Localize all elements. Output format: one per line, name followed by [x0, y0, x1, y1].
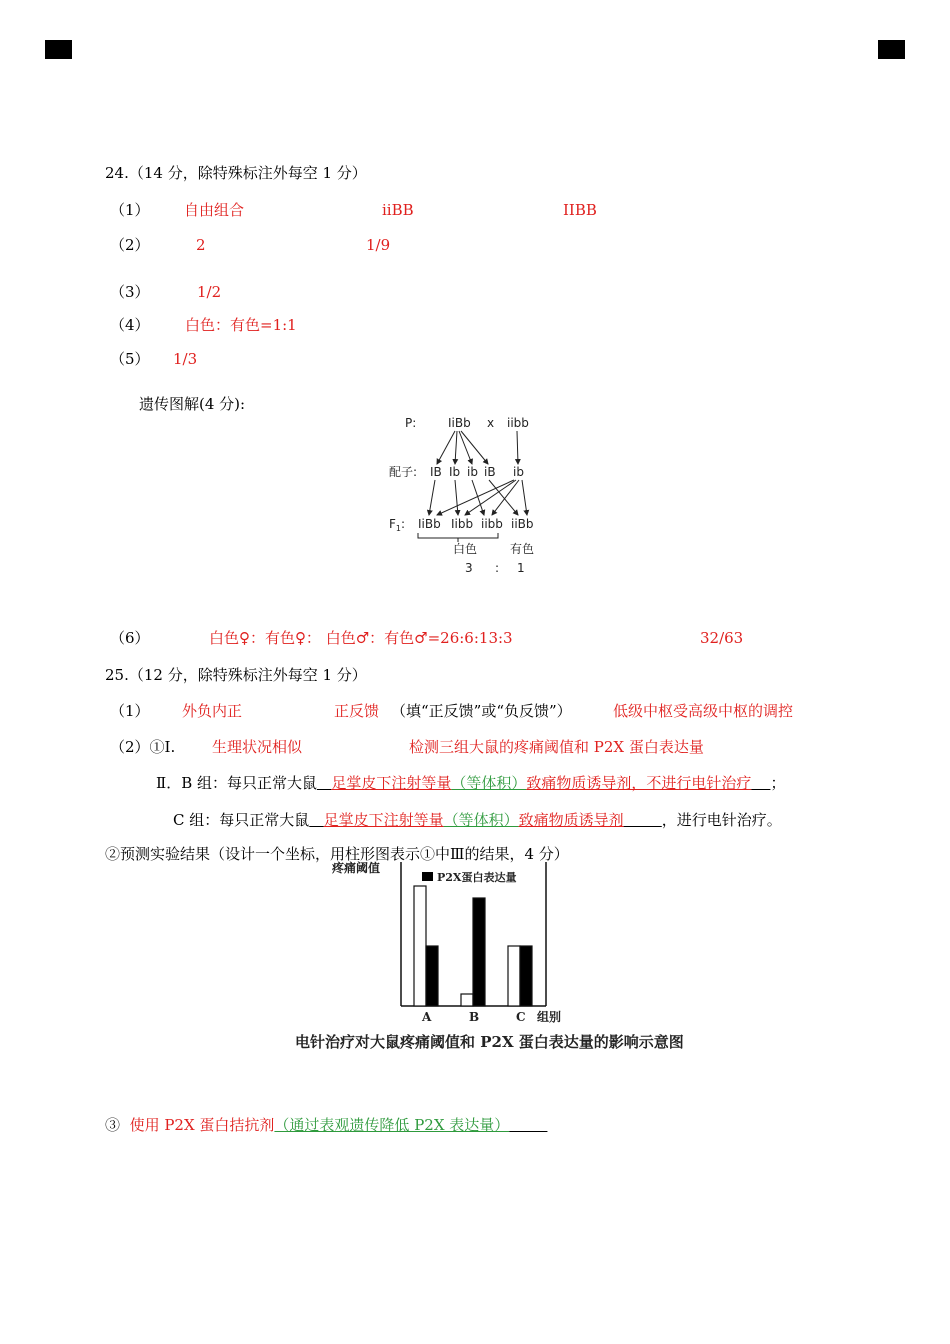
c-line-suffix: ，进行电针治疗。: [661, 811, 782, 829]
q24-a2-answer-1: 2: [196, 236, 206, 254]
bar-A-series-1: [414, 886, 426, 1006]
legend-label: P2X蛋白表达量: [437, 871, 517, 884]
c-line-red-1: 足掌皮下注射等量: [323, 811, 444, 829]
q24-a1-answer-3: IIBB: [563, 201, 597, 219]
a3-answer-red: 使用 P2X 蛋白拮抗剂: [129, 1116, 275, 1134]
q25-a1-answer-2: 正反馈: [334, 702, 380, 720]
q24-a3-answer-1: 1/2: [197, 283, 222, 301]
diagram-gamete-label: 配子:: [389, 465, 418, 479]
corner-mark-left: [45, 40, 72, 59]
q25-a1-note: （填“正反馈”或“负反馈”）: [391, 702, 572, 720]
q24-a1-answer-2: iiBB: [382, 201, 414, 219]
diagram-colored-label: 有色: [510, 542, 535, 556]
q25-a1-answer-3: 低级中枢受高级中枢的调控: [613, 702, 794, 720]
c-line-red-2: 致痛物质诱导剂: [518, 811, 624, 829]
q25-a3-line: [105, 1118, 547, 1133]
diagram-parent-2: iibb: [507, 416, 529, 430]
x-tick-C: C: [516, 1010, 526, 1024]
q25-a1-num: （1）: [110, 702, 150, 720]
q24-header: 24.（14 分，除特殊标注外每空 1 分）: [105, 164, 367, 182]
diagram-f1-colon: :: [401, 517, 406, 531]
diagram-gamete-4: iB: [484, 465, 496, 479]
diagram-f1-subscript: 1: [395, 524, 401, 533]
q25-a2-answer-1: 生理状况相似: [212, 738, 303, 756]
a3-answer-green: （通过表观遗传降低 P2X 表达量）: [274, 1116, 510, 1134]
q24-a2-num: （2）: [110, 236, 150, 254]
bar-A-series-2: [426, 946, 438, 1006]
bar-B-series-2: [473, 898, 485, 1006]
bar-C-series-1: [508, 946, 520, 1006]
chart-xlabel: 组别: [537, 1010, 562, 1024]
q24-a6-answer-2: 32/63: [700, 629, 744, 647]
diagram-p-label: P:: [405, 416, 417, 430]
x-tick-B: B: [469, 1010, 480, 1024]
diagram-cross-symbol: x: [487, 416, 495, 430]
svg-text:F1:: [389, 517, 405, 533]
q25-b-group-line: [156, 776, 785, 791]
c-line-prefix: C 组：每只正常大鼠: [173, 811, 310, 829]
diagram-f1-label: F: [389, 517, 396, 531]
q24-a5-answer-1: 1/3: [173, 350, 198, 368]
b-line-red-1: 足掌皮下注射等量: [331, 774, 452, 792]
a3-prefix: ③: [105, 1116, 121, 1134]
x-tick-A: A: [422, 1010, 432, 1024]
diagram-offspring-2: Iibb: [451, 517, 474, 531]
q24-a6-num: （6）: [110, 629, 150, 647]
q25-predict-prompt: ②预测实验结果（设计一个坐标，用柱形图表示①中Ⅲ的结果，4 分）: [105, 845, 569, 863]
q24-a3-num: （3）: [110, 283, 150, 301]
diagram-title: 遗传图解(4 分):: [139, 395, 246, 413]
diagram-gamete-2: Ib: [449, 465, 461, 479]
diagram-white-label: 白色: [453, 542, 478, 556]
chart-title: 电针治疗对大鼠疼痛阈值和 P2X 蛋白表达量的影响示意图: [295, 1033, 684, 1051]
legend-swatch: [422, 872, 433, 881]
genetic-cross-diagram: [380, 410, 560, 580]
diagram-parent-1: IiBb: [448, 416, 471, 430]
q24-a5-num: （5）: [110, 350, 150, 368]
diagram-gamete-5: ib: [513, 465, 524, 479]
diagram-ratio-colon: :: [495, 561, 500, 575]
q24-a1-num: （1）: [110, 201, 150, 219]
q25-a1-answer-1: 外负内正: [182, 702, 243, 720]
q25-c-group-line: [173, 813, 782, 828]
q24-a1-answer-1: 自由组合: [184, 201, 245, 219]
b-line-red-2: 致痛物质诱导剂，不进行电针治疗: [526, 774, 752, 792]
q24-a2-answer-2: 1/9: [366, 236, 391, 254]
diagram-gamete-3: ib: [467, 465, 478, 479]
bar-C-series-2: [520, 946, 532, 1006]
diagram-ratio-b: 1: [517, 561, 525, 575]
diagram-gamete-1: IB: [430, 465, 442, 479]
diagram-offspring-3: iibb: [481, 517, 503, 531]
chart-ylabel: 疼痛阈值: [332, 861, 381, 875]
c-line-green-1: （等体积）: [443, 811, 519, 829]
diagram-offspring-1: IiBb: [418, 517, 441, 531]
q25-header: 25.（12 分，除特殊标注外每空 1 分）: [105, 666, 367, 684]
corner-mark-right: [878, 40, 905, 59]
diagram-offspring-4: iiBb: [511, 517, 534, 531]
q25-a2-num: （2）①Ⅰ.: [110, 738, 176, 756]
diagram-ratio-a: 3: [465, 561, 473, 575]
q24-a4-answer-1: 白色：有色=1:1: [185, 316, 297, 334]
q25-a2-answer-2: 检测三组大鼠的疼痛阈值和 P2X 蛋白表达量: [409, 738, 704, 756]
q24-a6-answer-1: 白色♀：有色♀： 白色♂：有色♂=26:6:13:3: [209, 629, 513, 647]
b-line-prefix: Ⅱ．B 组：每只正常大鼠: [156, 774, 317, 792]
q24-a4-num: （4）: [110, 316, 150, 334]
bar-B-series-1: [461, 994, 473, 1006]
b-line-green-1: （等体积）: [451, 774, 527, 792]
bar-chart: [290, 860, 690, 1060]
b-line-suffix: ；: [770, 774, 786, 792]
